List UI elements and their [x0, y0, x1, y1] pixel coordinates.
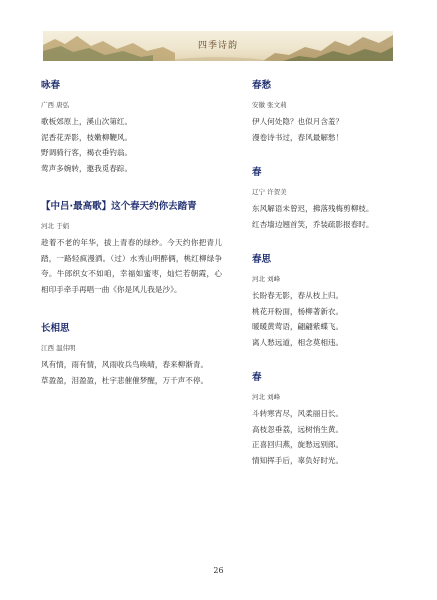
poem [41, 198, 222, 297]
poem-line: 歌板郊原上，溪山次第红。 [41, 117, 133, 126]
poem [252, 252, 398, 350]
poem-author: 河北 于娟 [41, 222, 70, 230]
poem-line: 莺声多婉转，邀我觅春踪。 [41, 163, 133, 173]
header-title: 四季诗韵 [197, 41, 238, 51]
poem-line: 离人愁远道，相念莫相违。 [252, 337, 344, 347]
poem-author: 辽宁 许贺美 [252, 188, 287, 196]
left-column [41, 78, 222, 408]
poem [252, 165, 398, 232]
poem-line: 长盼春无影，春从枝上归。 [252, 291, 344, 300]
poem-line: 风有情，雨有情，风雨收兵鸟唤晴，春来柳渐青。 [41, 360, 209, 369]
poem-title: 春 [252, 167, 262, 178]
poem-line: 斗转寒宵尽，风柔丽日长。 [252, 409, 344, 418]
poem-line: 漫卷诗书过，春风最解愁！ [252, 132, 344, 142]
poem [252, 78, 398, 145]
poem-line: 趁着不老的年华，拔上青春的绿纱。今天约你把青儿踏，一路轻疯漫洒。（过）水秀山明醉俩，桃红柳绿争夸。牛郎织女不如咱，幸福如蜜枣，灿烂若朝霞，心相印手牵手再唱一曲《你是风儿我是沙》。 [41, 238, 222, 294]
poem-line: 草盈盈，泪盈盈，杜宇悲催催梦醒，万千声不停。 [41, 375, 209, 385]
poem-author: 安徽 张文莉 [252, 101, 287, 109]
poem-title: 春愁 [252, 80, 272, 91]
poem-author: 广西 唐弘 [41, 101, 70, 109]
poem-line: 桃花开粉面，杨柳著新衣。 [252, 306, 344, 316]
poem-line: 野调骑行客，褐衣垂钓翁。 [41, 148, 133, 157]
poem-line: 红杏墙边翘首笑，乔装疏影报春时。 [252, 219, 374, 229]
poem-line: 正喜回归燕，旋愁远别郎。 [252, 440, 344, 449]
right-column [252, 78, 398, 488]
header-banner [43, 31, 393, 61]
poem-line: 伊人何处隐？也似月含羞？ [252, 117, 344, 126]
poem-line: 东风解语未曾迟，拂落残梅剪柳枝。 [252, 204, 374, 213]
poem-line: 暖暖黄莺语，翩翩紫蝶飞。 [252, 322, 344, 331]
page-number: 26 [213, 566, 224, 575]
poem-title: 春 [252, 372, 262, 383]
poem-title: 长相思 [41, 323, 70, 334]
poem [41, 78, 222, 176]
poem-line: 情知挥手后，辜负好时光。 [252, 455, 344, 465]
poem [41, 321, 222, 388]
poem-title: 春思 [252, 254, 272, 265]
poem [252, 370, 398, 468]
poem-author: 江西 温伟明 [41, 344, 76, 352]
poem-line: 高枝忽垂荔，远树悄生黄。 [252, 424, 344, 434]
poem-title: 【中吕·最高歌】这个春天约你去踏青 [41, 201, 197, 212]
poem-title: 咏春 [41, 80, 61, 91]
poem-line: 泥香花弄影，枝嫩柳鞭风。 [41, 132, 133, 142]
poem-author: 河北 刘峰 [252, 393, 281, 401]
poem-author: 河北 刘峰 [252, 275, 281, 283]
